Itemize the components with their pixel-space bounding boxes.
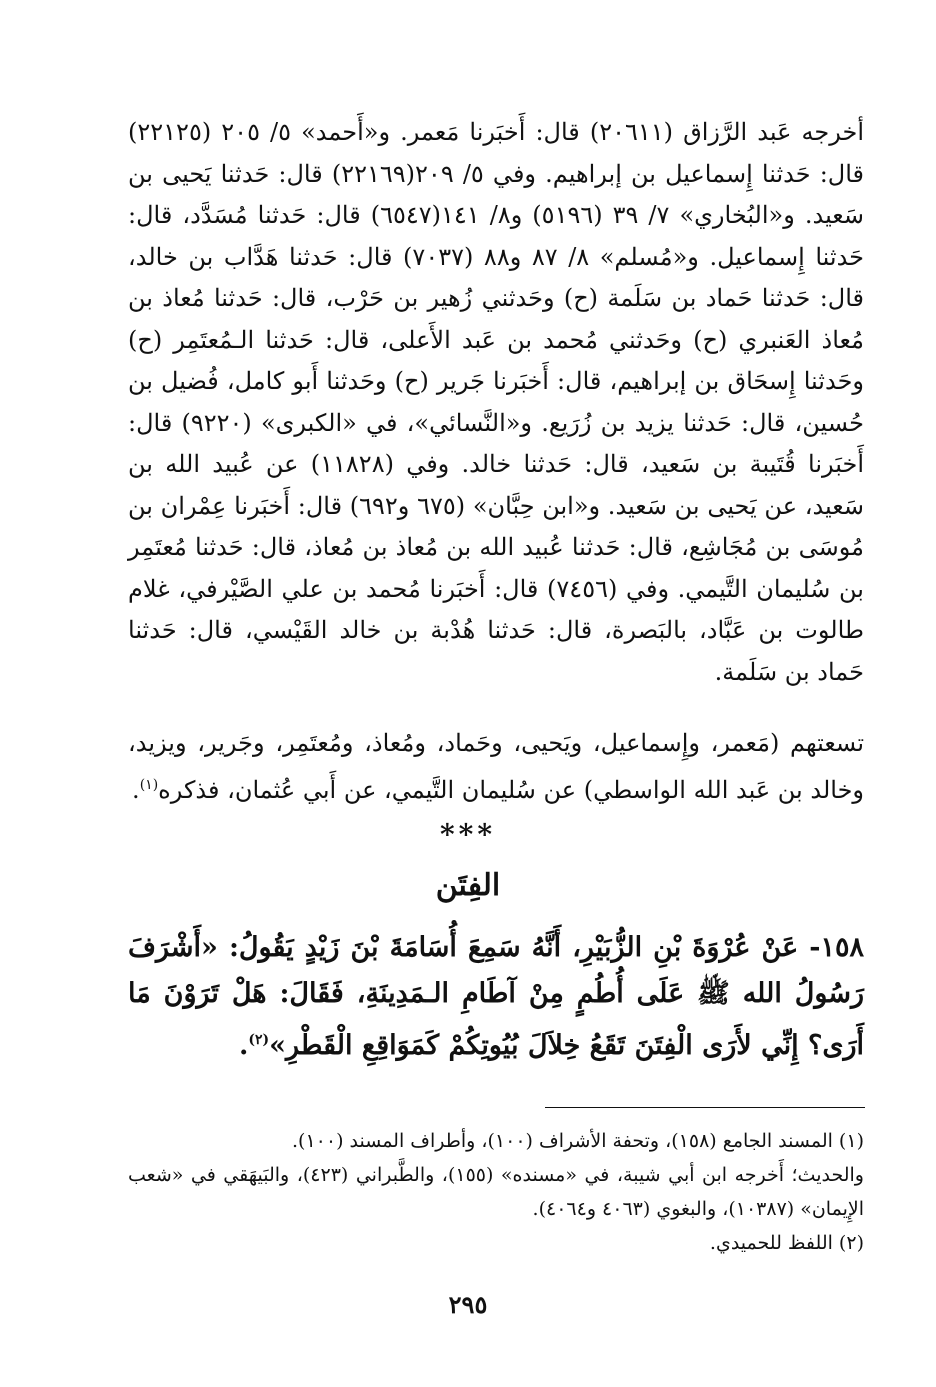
summary-paragraph	[128, 723, 864, 811]
footnote-divider	[545, 1107, 865, 1108]
hadith-end: .	[238, 1030, 249, 1061]
footnote-1: (١) المسند الجامع (١٥٨)، وتحفة الأشراف (١٠٠)، وأطراف المسند (١٠٠).	[292, 1130, 864, 1152]
footnote-marker-2[interactable]: (٢)	[248, 1032, 270, 1048]
footnotes	[128, 1124, 864, 1260]
page-number: ٢٩٥	[448, 1290, 488, 1319]
takhrij-paragraph: أخرجه عَبد الرَّزاق (٢٠٦١١) قال: أَخبَرنا مَعمر. و«أَحمد» ٥/ ٢٠٥ (٢٢١٢٥) قال: حَدثنا إِسماعيل بن إبراهيم. وفي ٥/ ٢٠٩(٢٢١٦٩) قال: حَدثنا يَحيى بن سَعيد. و«البُخاري» ٧/ ٣٩ (٥١٩٦) و٨/ ١٤١(٦٥٤٧) قال: حَدثنا مُسَدَّد، قال: حَدثنا إِسماعيل. و«مُسلم» ٨/ ٨٧ و٨٨ (٧٠٣٧) قال: حَدثنا هَدَّاب بن خالد، قال: حَدثنا حَماد بن سَلَمة (ح) وحَدثني زُهير بن حَرْب، قال: حَدثنا مُعاذ بن مُعاذ العَنبري (ح) وحَدثني مُحمد بن عَبد الأَعلى، قال: حَدثنا الـمُعتَمِر (ح) وحَدثنا إِسحَاق بن إبراهيم، قال: أَخبَرنا جَرير (ح) وحَدثنا أَبو كامل، فُضيل بن حُسين، قال: حَدثنا يزيد بن زُرَيع. و«النَّسائي»، في «الكبرى» (٩٢٢٠) قال: أَخبَرنا قُتَيبة بن سَعيد، قال: حَدثنا خالد. وفي (١١٨٢٨) عن عُبيد الله بن سَعيد، عن يَحيى بن سَعيد. و«ابن حِبَّان» (٦٧٥ و٦٩٢) قال: أَخبَرنا عِمْران بن مُوسَى بن مُجَاشِع، قال: حَدثنا عُبيد الله بن مُعاذ بن مُعاذ، قال: حَدثنا مُعتَمِر بن سُليمان التَّيمي. وفي (٧٤٥٦) قال: أَخبَرنا مُحمد بن علي الصَّيْرفي، غلام طالوت بن عَبَّاد، بالبَصرة، قال: حَدثنا هُدْبة بن خالد القَيْسي، قال: حَدثنا حَماد بن سَلَمة.	[128, 118, 865, 686]
section-title: الفِتَن	[435, 868, 501, 903]
section-separator: ***	[440, 818, 496, 851]
hadith-text: عَنْ عُرْوَةَ بْنِ الزُّبَيْرِ، أَنَّهُ سَمِعَ أُسَامَةَ بْنَ زَيْدٍ يَقُولُ: «أَشْرَفَ رَسُولُ الله ﷺ عَلَى أُطُمٍ مِنْ آطَامِ الـمَدِينَةِ، فَقَالَ: هَلْ تَرَوْنَ مَا أَرَى؟ إِنِّي لأَرَى الْفِتَنَ تَقَعُ خِلاَلَ بُيُوتِكُمْ كَمَوَاقِعِ الْقَطْرِ»	[128, 932, 864, 1061]
summary-end: .	[132, 775, 140, 804]
hadith-number: ١٥٨-	[809, 932, 864, 963]
footnote-1-cont: والحديث؛ أَخرجه ابن أبي شيبة، في «مسنده» (١٥٥)، والطَّبراني (٤٢٣)، والبَيهَقي في «شعب الإِيمان» (١٠٣٨٧)، والبغوي (٤٠٦٣ و٤٠٦٤).	[128, 1164, 864, 1220]
hadith-paragraph	[128, 925, 864, 1069]
summary-text: تسعتهم (مَعمر، وإِسماعيل، ويَحيى، وحَماد، ومُعاذ، ومُعتَمِر، وجَرير، ويزيد، وخالد بن عَبد الله الواسطي) عن سُليمان التَّيمي، عن أَبي عُثمان، فذكره	[128, 729, 864, 804]
footnote-marker-1[interactable]: (١)	[139, 776, 159, 793]
footnote-2: (٢) اللفظ للحميدي.	[709, 1232, 864, 1254]
